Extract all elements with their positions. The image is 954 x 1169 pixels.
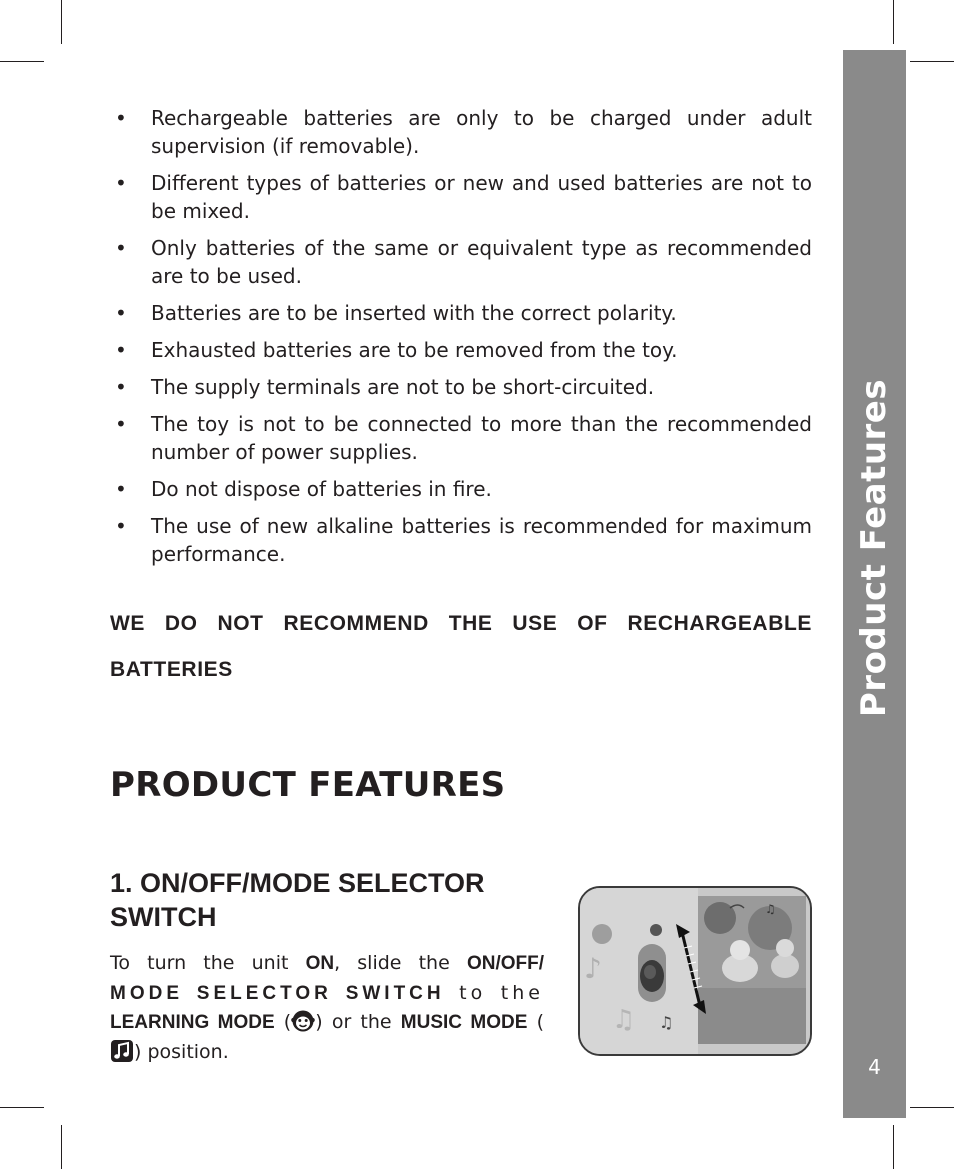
on-keyword: ON [305, 953, 335, 974]
mode-switch-photo [578, 886, 812, 1056]
svg-text:♪: ♪ [584, 952, 602, 985]
smiley-face-icon [291, 1009, 315, 1033]
crop-mark [893, 0, 894, 44]
side-tab-title: Product Features [854, 378, 894, 718]
crop-mark [910, 1107, 954, 1108]
bullet-icon: • [115, 301, 127, 325]
svg-text:♫: ♫ [659, 1013, 674, 1032]
list-item: • Do not dispose of batteries in fire. [115, 477, 492, 501]
bullet-icon: • [115, 171, 127, 195]
page-title: PRODUCT FEATURES [110, 765, 506, 805]
crop-mark [61, 0, 62, 44]
list-item: • Only batteries of the same or equivalent type as recommended are to be used. [115, 236, 812, 288]
battery-safety-list [110, 104, 812, 577]
music-mode-keyword: MUSIC MODE [400, 1012, 528, 1033]
svg-text:♫: ♫ [765, 902, 776, 916]
list-item: • Batteries are to be inserted with the correct polarity. [115, 301, 677, 325]
crop-mark [910, 61, 954, 62]
list-item: • Rechargeable batteries are only to be charged under adult supervision (if removable). [115, 106, 812, 158]
list-item: • Different types of batteries or new and used batteries are not to be mixed. [115, 171, 812, 223]
crop-mark [61, 1125, 62, 1169]
feature-title: 1. ON/OFF/MODE SELECTOR SWITCH [110, 868, 485, 932]
switch-keyword: ON/OFF/ [466, 953, 544, 974]
svg-text:♫: ♫ [612, 1005, 636, 1035]
feature-description: To turn the unit ON, slide the ON/OFF/ MODE SELECTOR SWITCH to the LEARNING MODE ( ) or the MUSIC MODE () position. [110, 952, 545, 1063]
list-item: • The use of new alkaline batteries is recommended for maximum performance. [115, 514, 812, 566]
bullet-icon: • [115, 514, 127, 538]
list-item: • The toy is not to be connected to more than the recommended number of power supplies. [115, 412, 812, 464]
bullet-icon: • [115, 106, 127, 130]
list-item: • Exhausted batteries are to be removed from the toy. [115, 338, 678, 362]
crop-mark [893, 1125, 894, 1169]
bullet-icon: • [115, 412, 127, 436]
bullet-icon: • [115, 236, 127, 260]
learning-mode-keyword: LEARNING MODE [110, 1012, 275, 1033]
bullet-icon: • [115, 477, 127, 501]
crop-mark [0, 1107, 44, 1108]
bullet-icon: • [115, 375, 127, 399]
crop-mark [0, 61, 44, 62]
page-number: 4 [868, 1055, 881, 1079]
rechargeable-warning: WE DO NOT RECOMMEND THE USE OF RECHARGEABLE BATTERIES [110, 612, 812, 681]
list-item: • The supply terminals are not to be short-circuited. [115, 375, 655, 399]
music-note-icon [110, 1039, 134, 1063]
bullet-icon: • [115, 338, 127, 362]
switch-keyword: MODE SELECTOR SWITCH [110, 982, 445, 1004]
